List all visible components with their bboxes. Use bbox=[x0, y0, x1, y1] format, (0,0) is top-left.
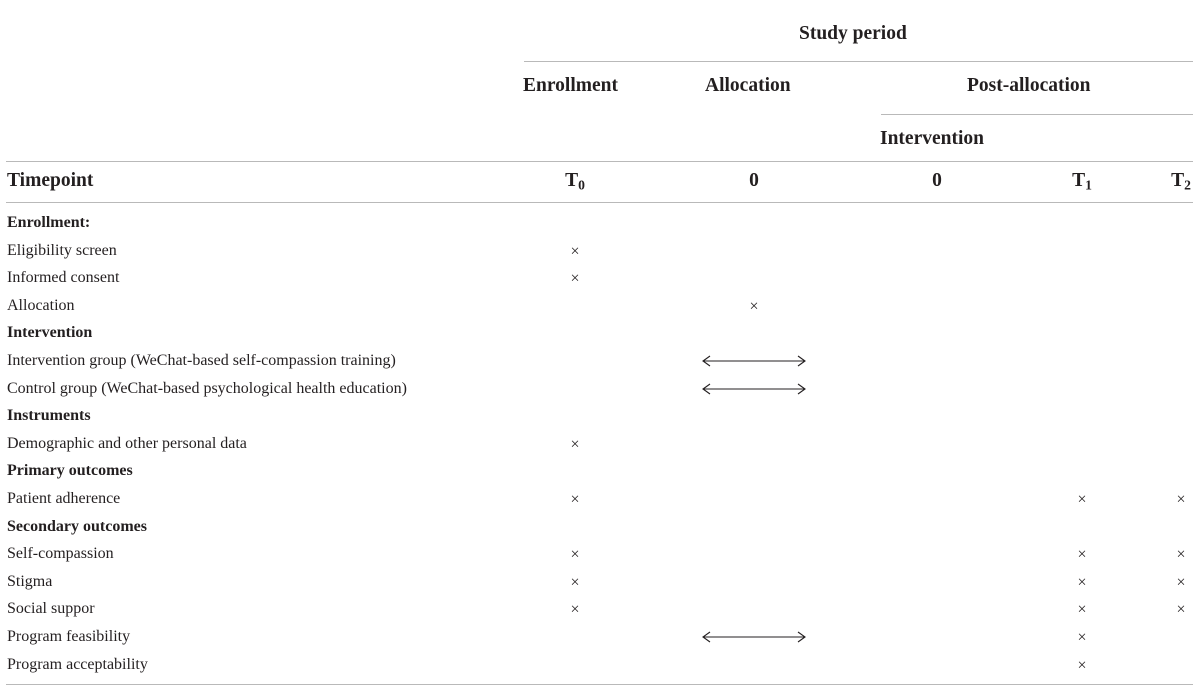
study-period-rule bbox=[524, 61, 1193, 62]
check-mark-t1: × bbox=[1077, 546, 1087, 563]
section-heading: Primary outcomes bbox=[7, 462, 133, 479]
check-mark-enrollment: × bbox=[570, 270, 580, 287]
row-label: Program acceptability bbox=[7, 656, 148, 673]
timepoint-intervention: 0 bbox=[932, 170, 942, 191]
timepoint-rule bbox=[6, 202, 1193, 203]
row-label: Social suppor bbox=[7, 600, 95, 617]
enrollment-heading: Enrollment bbox=[523, 75, 618, 96]
timepoint-t2: $T_2$ bbox=[1171, 170, 1191, 193]
check-mark-enrollment: × bbox=[570, 601, 580, 618]
check-mark-t1: × bbox=[1077, 601, 1087, 618]
timepoint-allocation: 0 bbox=[749, 170, 759, 191]
post-allocation-heading: Post-allocation bbox=[967, 75, 1091, 96]
check-mark-t2: × bbox=[1176, 546, 1186, 563]
header-rule bbox=[6, 161, 1193, 162]
timepoint-label: Timepoint bbox=[7, 170, 94, 191]
double-arrow-icon bbox=[702, 354, 806, 368]
check-mark-t1: × bbox=[1077, 657, 1087, 674]
timepoint-t1: $T_1$ bbox=[1072, 170, 1092, 193]
double-arrow-icon bbox=[702, 382, 806, 396]
section-heading: Secondary outcomes bbox=[7, 518, 147, 535]
check-mark-t2: × bbox=[1176, 601, 1186, 618]
check-mark-t1: × bbox=[1077, 491, 1087, 508]
check-mark-enrollment: × bbox=[570, 491, 580, 508]
section-heading: Intervention bbox=[7, 324, 93, 341]
section-heading: Instruments bbox=[7, 407, 91, 424]
row-label: Informed consent bbox=[7, 269, 120, 286]
row-label: Intervention group (WeChat-based self-compassion training) bbox=[7, 352, 396, 369]
row-label: Program feasibility bbox=[7, 628, 131, 645]
check-mark-t1: × bbox=[1077, 574, 1087, 591]
check-mark-t2: × bbox=[1176, 491, 1186, 508]
post-allocation-rule bbox=[881, 114, 1193, 115]
study-period-heading: Study period bbox=[799, 23, 907, 44]
row-label: Patient adherence bbox=[7, 490, 121, 507]
row-label: Allocation bbox=[7, 297, 75, 314]
allocation-heading: Allocation bbox=[705, 75, 791, 96]
check-mark-enrollment: × bbox=[570, 243, 580, 260]
row-label: Stigma bbox=[7, 573, 53, 590]
bottom-rule bbox=[6, 684, 1193, 685]
check-mark-enrollment: × bbox=[570, 546, 580, 563]
check-mark-allocation: × bbox=[749, 298, 759, 315]
row-label: Self-compassion bbox=[7, 545, 114, 562]
timepoint-enrollment: $T_0$ bbox=[565, 170, 585, 193]
check-mark-enrollment: × bbox=[570, 574, 580, 591]
check-mark-t2: × bbox=[1176, 574, 1186, 591]
check-mark-t1: × bbox=[1077, 629, 1087, 646]
intervention-heading: Intervention bbox=[880, 128, 984, 149]
row-label: Demographic and other personal data bbox=[7, 435, 247, 452]
check-mark-enrollment: × bbox=[570, 436, 580, 453]
double-arrow-icon bbox=[702, 630, 806, 644]
row-label: Eligibility screen bbox=[7, 242, 117, 259]
section-heading: Enrollment: bbox=[7, 214, 91, 231]
row-label: Control group (WeChat-based psychological health education) bbox=[7, 380, 407, 397]
